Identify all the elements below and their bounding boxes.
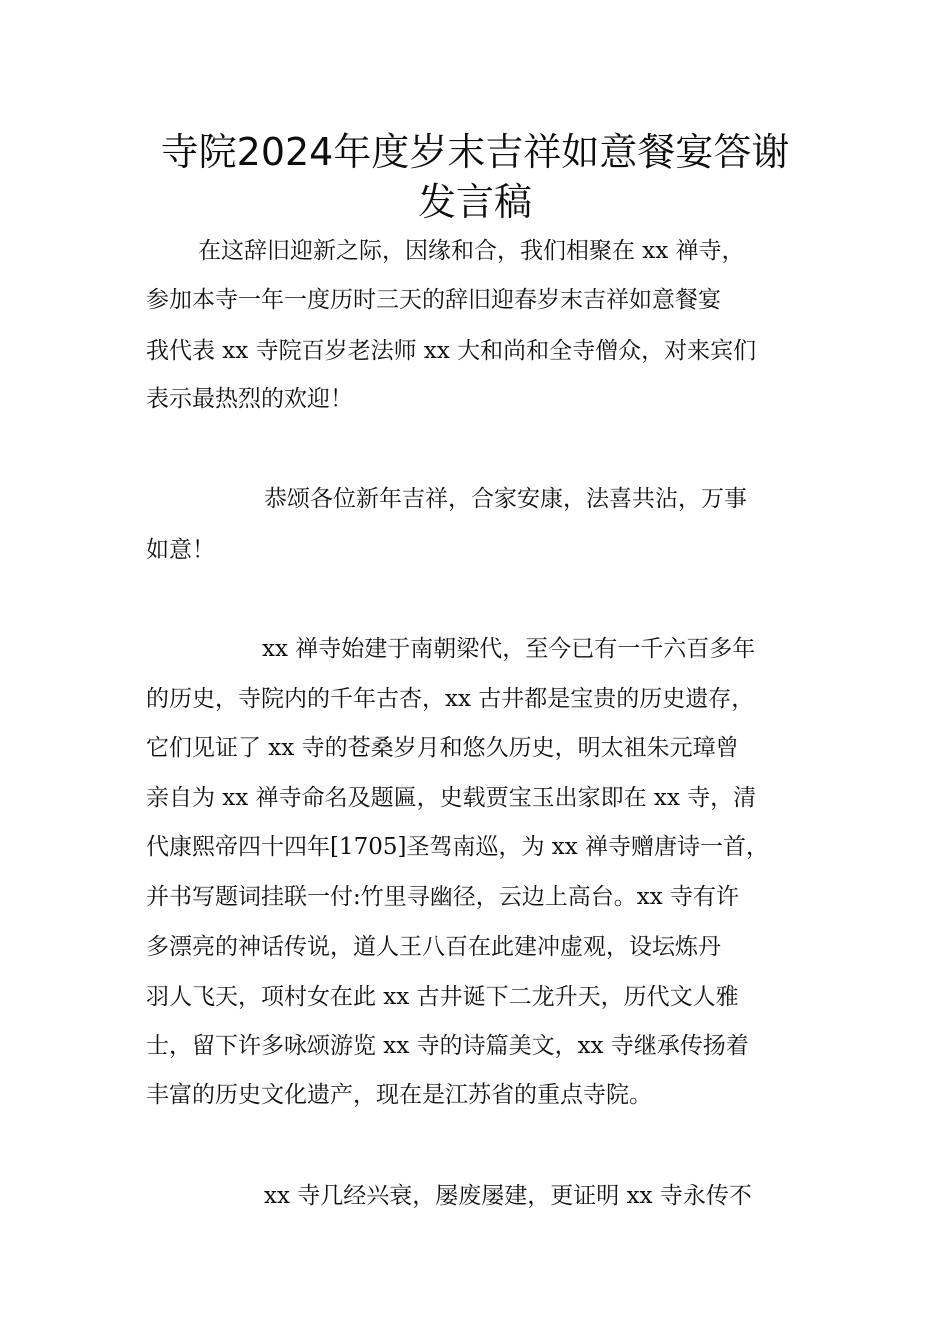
paragraph-2-line-1: 恭颂各位新年吉祥，合家安康，法喜共沾，万事: [264, 486, 747, 512]
paragraph-3-line-4: 亲自为 xx 禅寺命名及题匾，史载贾宝玉出家即在 xx 寺，清: [146, 785, 757, 811]
paragraph-3-line-1: xx 禅寺始建于南朝梁代，至今已有一千六百多年: [262, 636, 756, 662]
paragraph-3-line-7: 多漂亮的神话传说，道人王八百在此建冲虚观，设坛炼丹: [146, 934, 721, 960]
paragraph-1-line-2: 参加本寺一年一度历时三天的辞旧迎春岁末吉祥如意餐宴: [146, 287, 721, 313]
paragraph-4-line-1: xx 寺几经兴衰，屡废屡建，更证明 xx 寺永传不: [264, 1183, 752, 1209]
paragraph-3-line-9: 士，留下许多咏颂游览 xx 寺的诗篇美文，xx 寺继承传扬着: [146, 1033, 749, 1059]
paragraph-3-line-6: 并书写题词挂联一付:竹里寻幽径，云边上高台。xx 寺有许: [146, 884, 740, 910]
paragraph-3-line-5: 代康熙帝四十四年[1705]圣驾南巡，为 xx 禅寺赠唐诗一首，: [146, 834, 770, 860]
paragraph-3-line-10: 丰富的历史文化遗产，现在是江苏省的重点寺院。: [146, 1082, 652, 1108]
paragraph-2-line-2: 如意！: [146, 537, 215, 563]
paragraph-1-line-1: 在这辞旧迎新之际，因缘和合，我们相聚在 xx 禅寺，: [198, 238, 745, 264]
paragraph-1-line-3: 我代表 xx 寺院百岁老法师 xx 大和尚和全寺僧众，对来宾们: [146, 338, 757, 364]
document-title-line-2: 发言稿: [417, 180, 532, 224]
document-title-line-1: 寺院2024年度岁末吉祥如意餐宴答谢: [160, 130, 790, 174]
paragraph-3-line-3: 它们见证了 xx 寺的苍桑岁月和悠久历史，明太祖朱元璋曾: [146, 735, 739, 761]
paragraph-1-line-4: 表示最热烈的欢迎！: [146, 386, 353, 412]
paragraph-3-line-2: 的历史，寺院内的千年古杏，xx 古井都是宝贵的历史遗存，: [146, 686, 755, 712]
paragraph-3-line-8: 羽人飞天，项村女在此 xx 古井诞下二龙升天，历代文人雅: [146, 984, 739, 1010]
